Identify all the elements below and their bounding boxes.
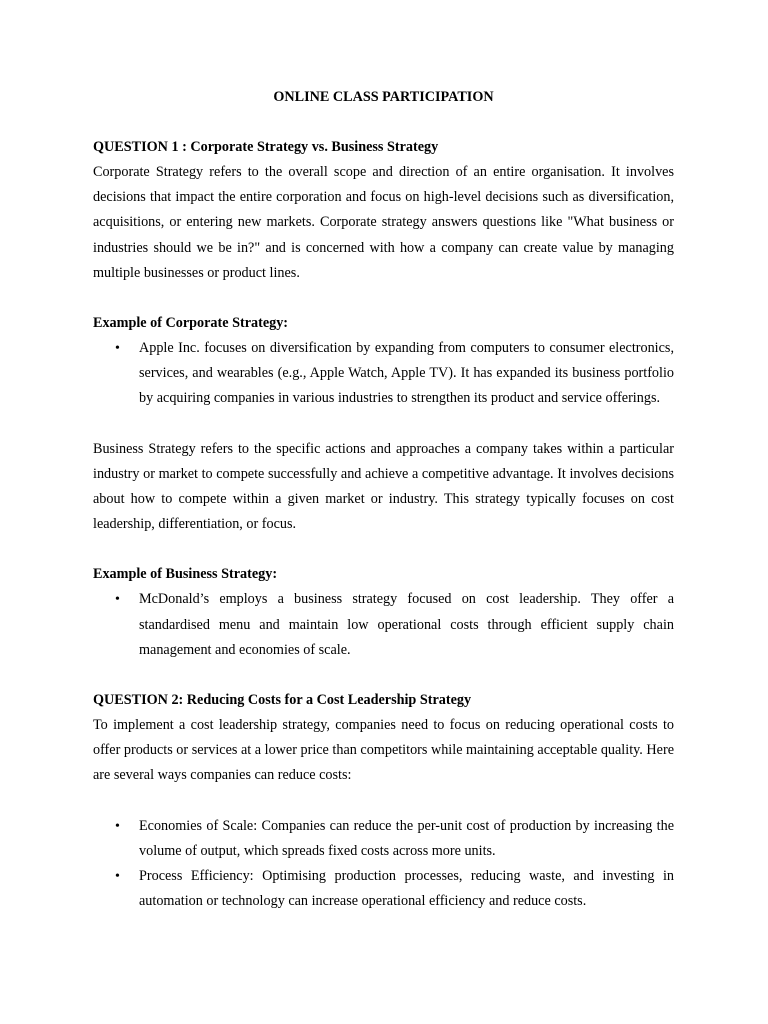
list-item <box>93 814 674 864</box>
corporate-example-heading: Example of Corporate Strategy: <box>93 315 289 332</box>
corporate-strategy-paragraph: Corporate Strategy refers to the overall scope and direction of an entire organisation. It involves decisions that impact the entire corporation and focus on high-level decisions such as diversification, acquisitions, or entering new markets. Corporate strategy answers questions like "What business or industries should we be in?" and is concerned with how a company can create value by managing multiple businesses or product lines. <box>93 164 674 281</box>
bullet-icon: • <box>115 869 120 885</box>
corporate-example-list <box>93 336 674 412</box>
cost-reduction-list <box>93 814 674 915</box>
document-title: ONLINE CLASS PARTICIPATION <box>273 89 494 105</box>
list-item <box>93 864 674 914</box>
spacer <box>93 537 674 562</box>
business-strategy-paragraph: Business Strategy refers to the specific actions and approaches a company takes within a particular industry or market to compete successfully and achieve a competitive advantage. It involves decisions about how to compete within a given market or industry. This strategy typically focuses on cost leadership, differentiation, or focus. <box>93 440 674 533</box>
list-item <box>93 587 674 663</box>
cost-leadership-intro-paragraph: To implement a cost leadership strategy, companies need to focus on reducing operational costs to offer products or services at a lower price than competitors while maintaining acceptable quality. Here are several ways companies can reduce costs: <box>93 717 674 784</box>
question-2-heading: QUESTION 2: Reducing Costs for a Cost Leadership Strategy <box>93 692 472 709</box>
list-item-text: Apple Inc. focuses on diversification by expanding from computers to consumer electronics, services, and wearables (e.g., Apple Watch, Apple TV). It has expanded its business portfolio by acquiring companies in various industries to strengthen its product and service offerings. <box>139 340 674 407</box>
list-item-text: Economies of Scale: Companies can reduce the per-unit cost of production by increasing the volume of output, which spreads fixed costs across more units. <box>139 817 674 859</box>
list-item <box>93 336 674 412</box>
business-example-heading: Example of Business Strategy: <box>93 566 278 583</box>
bullet-icon: • <box>115 818 120 834</box>
list-item-text: Process Efficiency: Optimising production processes, reducing waste, and investing in automation or technology can increase operational efficiency and reduce costs. <box>139 868 674 910</box>
spacer <box>93 663 674 688</box>
bullet-icon: • <box>115 592 120 608</box>
spacer <box>93 789 674 814</box>
question-1-heading: QUESTION 1 : Corporate Strategy vs. Business Strategy <box>93 139 439 155</box>
business-example-list <box>93 587 674 663</box>
bullet-icon: • <box>115 341 120 357</box>
spacer <box>93 412 674 437</box>
spacer <box>93 286 674 311</box>
list-item-text: McDonald’s employs a business strategy focused on cost leadership. They offer a standardised menu and maintain low operational costs through efficient supply chain management and economies of scale. <box>139 591 674 658</box>
